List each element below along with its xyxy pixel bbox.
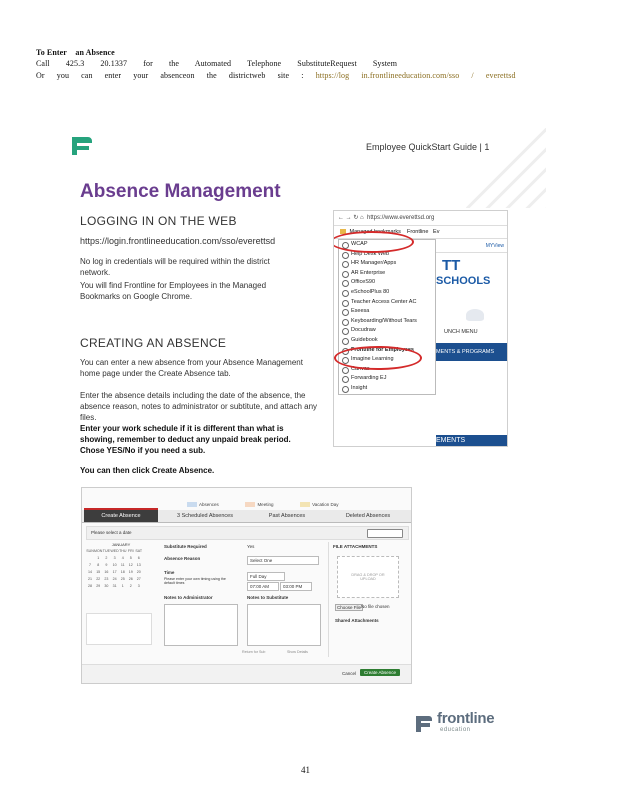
menu-item[interactable]: AR Enterprise	[339, 269, 435, 279]
calendar-day[interactable]: 7	[89, 562, 91, 567]
no-file-text: No file chosen	[361, 604, 390, 609]
tab-past-absences[interactable]: Past Absences	[268, 513, 306, 519]
calendar-day[interactable]: 24	[112, 576, 117, 581]
char-counter-2: Show Details	[287, 650, 308, 654]
create-note-tab: You can enter a new absence from your Absence Management home page under the Create Absence tab.	[80, 358, 303, 378]
calendar-day[interactable]: 15	[96, 569, 101, 574]
reason-label: Absence Reason	[164, 556, 201, 561]
legend	[187, 493, 339, 511]
frontline-footer-icon	[413, 713, 435, 735]
site-title-part: TT	[442, 257, 461, 274]
menu-item[interactable]: eSchoolPlus 80	[339, 288, 435, 298]
upload-dropzone-label: DRAG & DROP OR UPLOAD	[351, 573, 385, 581]
calendar-day[interactable]: 31	[112, 583, 117, 588]
calendar-day[interactable]: 29	[96, 583, 101, 588]
time-note: Please enter your own timing using the default times	[164, 577, 226, 585]
calendar-day[interactable]: 21	[88, 576, 92, 581]
menu-item[interactable]: Eseesa	[339, 307, 435, 317]
date-mode-button[interactable]	[367, 529, 403, 538]
section-heading-login: LOGGING IN ON THE WEB	[80, 214, 237, 228]
login-note-network: No log in credentials will be required within the district network.	[80, 257, 270, 277]
slide-title: Absence Management	[80, 181, 281, 202]
calendar-day[interactable]: 11	[120, 562, 125, 567]
address-url: https://www.everettsd.org	[367, 215, 435, 221]
calendar-day[interactable]: 10	[112, 562, 117, 567]
calendar-day[interactable]: 2	[129, 583, 132, 588]
calendar-day[interactable]: 1	[97, 555, 100, 560]
notes-sub-textarea[interactable]	[247, 604, 321, 646]
footer-logo-sub: education	[440, 727, 471, 733]
time-from-value: 07:00 AM	[250, 584, 270, 589]
date-select-bar	[86, 526, 409, 540]
menu-item[interactable]: WCAP	[339, 240, 435, 250]
menu-item[interactable]: Imagine Learning	[339, 355, 435, 365]
frontline-sso-link[interactable]: https://log in.frontlineeducation.com/sso / everettsd	[315, 71, 516, 80]
highlight-circle-bookmarks	[333, 231, 414, 253]
footer-logo-text: frontline	[437, 710, 495, 727]
calendar-day[interactable]: 20	[136, 569, 141, 574]
legend-absences: Absences	[199, 502, 219, 507]
legend-meeting: Meeting	[257, 502, 274, 507]
calendar-day[interactable]: 12	[128, 562, 133, 567]
notes-admin-label: Notes to Administrator	[164, 595, 213, 600]
menu-item[interactable]: Keyboarding/Without Tears	[339, 317, 435, 327]
create-absence-button[interactable]: Create Absence	[360, 669, 400, 676]
heading-rest: an Absence	[75, 48, 115, 57]
calendar-day[interactable]: 17	[112, 569, 117, 574]
time-from-input[interactable]	[247, 582, 279, 591]
weekday-header: WED	[110, 548, 119, 553]
info-box	[86, 613, 152, 645]
absence-tabs	[82, 510, 411, 523]
decorative-stripes	[466, 128, 546, 208]
calendar-day[interactable]: 23	[104, 576, 109, 581]
char-counter: Return for Sub	[242, 650, 266, 654]
calendar-day[interactable]: 16	[104, 569, 109, 574]
calendar-day[interactable]: 6	[137, 555, 140, 560]
weekday-header: SAT	[135, 548, 143, 553]
bookmark-managed[interactable]: Managed bookmarks	[349, 229, 401, 235]
full-day-value: Full Day	[250, 574, 267, 579]
notes-sub-label: Notes to Substitute	[247, 595, 289, 600]
bookmarks-dropdown	[338, 239, 436, 395]
calendar-day[interactable]: 19	[128, 569, 133, 574]
login-note-bookmarks: You will find Frontline for Employees in the Managed Bookmarks on Google Chrome.	[80, 281, 267, 301]
highlight-circle-frontline	[334, 346, 422, 370]
guide-header: Employee QuickStart Guide | 1	[366, 142, 490, 152]
phone-instruction: Call 425.3 20.1337 for the Automated Telephone SubstituteRequest System	[36, 59, 398, 68]
browser-address-bar[interactable]	[334, 211, 507, 226]
bookmark-frontline[interactable]: Frontline	[407, 229, 429, 235]
calendar-day[interactable]: 2	[105, 555, 108, 560]
time-to-value: 03:00 PM	[283, 584, 303, 589]
action-bar	[82, 664, 411, 684]
chef-hat-icon	[466, 309, 484, 321]
calendar-day[interactable]: 13	[136, 562, 141, 567]
menu-item[interactable]: Docudraw	[339, 326, 435, 336]
time-to-input[interactable]	[280, 582, 312, 591]
legend-swatch-vacation	[300, 502, 310, 507]
substitute-yes[interactable]: Yes	[247, 544, 255, 549]
weekday-header: SUN	[86, 548, 94, 553]
menu-item-frontline[interactable]: Frontline for Employees	[339, 346, 435, 356]
heading-line	[36, 47, 115, 58]
tab-create-absence[interactable]: Create Absence	[84, 508, 158, 522]
legend-vacation: Vacation Day	[312, 502, 339, 507]
substitute-label: Substitute Required	[164, 544, 207, 549]
menu-item[interactable]: HR Manager/Apps	[339, 259, 435, 269]
legend-swatch-meeting	[245, 502, 255, 507]
menu-item[interactable]: Insight	[339, 384, 435, 394]
reason-value: Select One	[250, 558, 273, 563]
heading-lead: To Enter	[36, 48, 67, 57]
school-website-background	[436, 239, 507, 446]
login-url[interactable]: https://login.frontlineeducation.com/sso/everettsd	[80, 236, 276, 246]
calendar-day[interactable]: 9	[105, 562, 108, 567]
web-instruction-text: Or you can enter your absenceon the districtweb site :	[36, 71, 304, 80]
web-instruction	[36, 70, 616, 81]
page-number: 41	[301, 765, 310, 775]
menu-item[interactable]: OfficeS90	[339, 278, 435, 288]
calendar-day[interactable]: 5	[129, 555, 132, 560]
create-note-schedule: Enter your work schedule if it is different than what is showing, remember to deduct any unpaid break period.	[80, 424, 291, 444]
calendar-day[interactable]: 1	[121, 583, 124, 588]
calendar-day[interactable]: 14	[88, 569, 92, 574]
calendar-day[interactable]: 26	[128, 576, 133, 581]
attachments-panel	[328, 542, 407, 657]
frontline-logo-icon	[68, 133, 96, 159]
calendar-day[interactable]: 3	[113, 555, 116, 560]
create-absence-screenshot	[81, 487, 412, 684]
weekday-header: TUE	[102, 548, 110, 553]
nav-arrows-icon[interactable]: ← → ↻ ⌂	[338, 215, 364, 221]
calendar-day[interactable]	[86, 554, 94, 561]
site-myview[interactable]: MYView	[436, 239, 507, 253]
menu-item[interactable]: Teacher Access Center AC	[339, 298, 435, 308]
calendar-month: JANUARY	[111, 542, 131, 547]
bookmark-ev[interactable]: Ev	[433, 229, 440, 235]
site-lunch-menu[interactable]: UNCH MENU	[444, 329, 478, 335]
site-bottom-bar: EMENTS	[436, 435, 507, 446]
calendar-day[interactable]: 18	[120, 569, 125, 574]
legend-swatch-absences	[187, 502, 197, 507]
cancel-button[interactable]: Cancel	[342, 671, 357, 676]
weekday-header: FRI	[127, 548, 134, 553]
site-schools: SCHOOLS	[436, 275, 491, 287]
menu-item[interactable]: Help Desk Web	[339, 250, 435, 260]
calendar-day[interactable]: 22	[96, 576, 101, 581]
weekday-header: THU	[119, 548, 127, 553]
create-note-details: Enter the absence details including the date of the absence, the absence reason, notes to administrator or subtitute, and attach any files.	[80, 391, 318, 422]
notes-admin-textarea[interactable]	[164, 604, 238, 646]
calendar-day[interactable]: 27	[136, 576, 141, 581]
upload-dropzone[interactable]	[337, 556, 399, 598]
calendar-day[interactable]: 4	[121, 555, 124, 560]
calendar-day[interactable]: 3	[137, 583, 140, 588]
calendar-day[interactable]: 25	[120, 576, 125, 581]
weekday-header: MON	[94, 548, 103, 553]
calendar-day[interactable]: 8	[97, 562, 100, 567]
calendar-grid	[86, 547, 143, 589]
menu-item[interactable]: Forwarding EJ	[339, 374, 435, 384]
tab-deleted-absences[interactable]: Deleted Absences	[345, 513, 391, 519]
select-date-label: Please select a date	[91, 530, 132, 535]
time-label: Time	[164, 570, 175, 575]
calendar-day[interactable]: 30	[104, 583, 109, 588]
attachments-heading: FILE ATTACHMENTS	[333, 544, 378, 549]
shared-attachments: Shared Attachments	[335, 618, 379, 623]
tab-scheduled-absences[interactable]: 3 Scheduled Absences	[177, 513, 233, 519]
full-day-select[interactable]	[247, 572, 285, 581]
browser-screenshot	[333, 210, 508, 447]
create-note-submit: You can then click Create Absence.	[80, 466, 215, 475]
calendar-day[interactable]: 28	[88, 583, 92, 588]
site-programs-bar[interactable]: MENTS & PROGRAMS	[436, 343, 507, 361]
section-heading-create: CREATING AN ABSENCE	[80, 336, 227, 350]
calendar	[86, 542, 156, 589]
create-note-sub: Chose YES/No if you need a sub.	[80, 446, 206, 455]
menu-item[interactable]: Guidebook	[339, 336, 435, 346]
reason-select[interactable]	[247, 556, 319, 565]
menu-item[interactable]: Canvas	[339, 365, 435, 375]
choose-file-button[interactable]: Choose File	[337, 605, 362, 610]
